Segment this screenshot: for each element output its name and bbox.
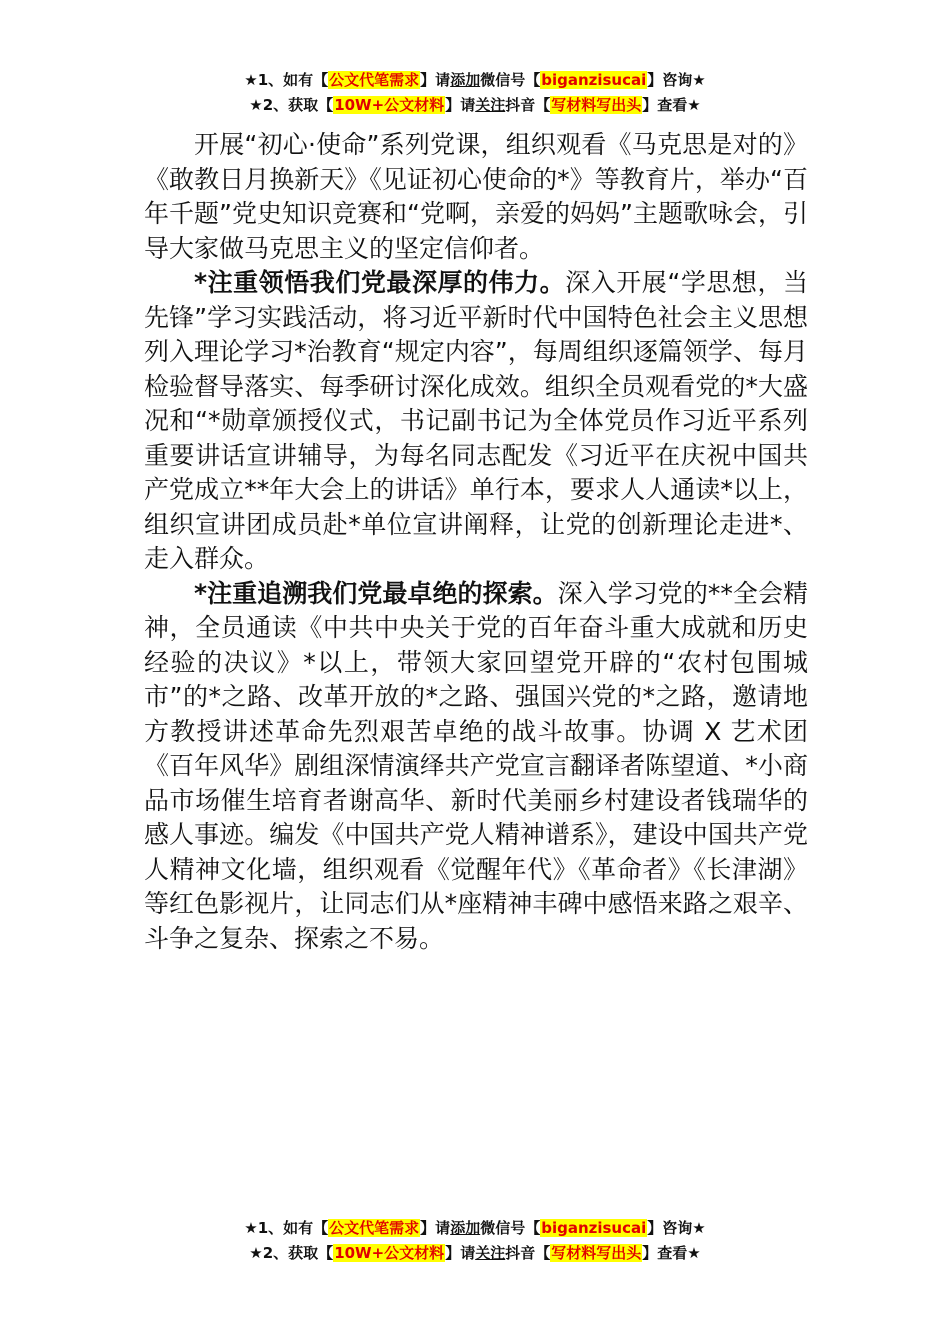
banner-line-2: ★2、获取【10W+公文材料】请关注抖音【写材料写出头】查看★ <box>249 96 701 114</box>
header-banner <box>0 68 950 118</box>
highlight-materials: 10W+公文材料 <box>334 1244 445 1262</box>
highlight-douyin-account: 写材料写出头 <box>551 96 642 114</box>
paragraph-1: 开展“初心·使命”系列党课，组织观看《马克思是对的》《敢教日月换新天》《见证初心使命的*》等教育片，举办“百年千题”党史知识竞赛和“党啊，亲爱的妈妈”主题歌咏会，引导大家做马克思主义的坚定信仰者。 <box>144 130 808 263</box>
banner-line-1: ★1、如有【公文代笔需求】请添加微信号【biganzisucai】咨询★ <box>244 71 706 89</box>
paragraph-heading: *注重领悟我们党最深厚的伟力。 <box>194 268 566 297</box>
highlight-service: 公文代笔需求 <box>329 71 420 89</box>
banner-line-2: ★2、获取【10W+公文材料】请关注抖音【写材料写出头】查看★ <box>249 1244 701 1262</box>
paragraph-2: *注重领悟我们党最深厚的伟力。深入开展“学思想，当先锋”学习实践活动，将习近平新时代中国特色社会主义思想列入理论学习*治教育“规定内容”，每周组织逐篇领学、每月检验督导落实、每季研讨深化成效。组织全员观看党的*大盛况和“*勋章颁授仪式，书记副书记为全体党员作习近平系列重要讲话宣讲辅导，为每名同志配发《习近平在庆祝中国共产党成立**年大会上的讲话》单行本，要求人人通读*以上，组织宣讲团成员赴*单位宣讲阐释，让党的创新理论走进*、走入群众。 <box>144 268 809 573</box>
banner-line-1: ★1、如有【公文代笔需求】请添加微信号【biganzisucai】咨询★ <box>244 1219 706 1237</box>
document-body <box>144 128 808 956</box>
highlight-douyin-account: 写材料写出头 <box>551 1244 642 1262</box>
paragraph-heading: *注重追溯我们党最卓绝的探索。 <box>194 578 558 608</box>
highlight-wechat-id: biganzisucai <box>541 1219 647 1237</box>
paragraph-3: *注重追溯我们党最卓绝的探索。深入学习党的**全会精神，全员通读《中共中央关于党的百年奋斗重大成就和历史经验的决议》*以上，带领大家回望党开辟的“农村包围城市”的*之路、改革开放的*之路、强国兴党的*之路，邀请地方教授讲述革命先烈艰苦卓绝的战斗故事。协调 X 艺术团《百年风华》剧组深情演绎共产党宣言翻译者陈望道、*小商品市场催生培育者谢高华、新时代美丽乡村建设者钱瑞华的感人事迹。编发《中国共产党人精神谱系》，建设中国共产党人精神文化墙，组织观看《觉醒年代》《革命者》《长津湖》等红色影视片，让同志们从*座精神丰碑中感悟来路之艰辛、斗争之复杂、探索之不易。 <box>144 578 808 953</box>
highlight-wechat-id: biganzisucai <box>541 71 647 89</box>
highlight-materials: 10W+公文材料 <box>334 96 445 114</box>
footer-banner <box>0 1216 950 1266</box>
highlight-service: 公文代笔需求 <box>329 1219 420 1237</box>
